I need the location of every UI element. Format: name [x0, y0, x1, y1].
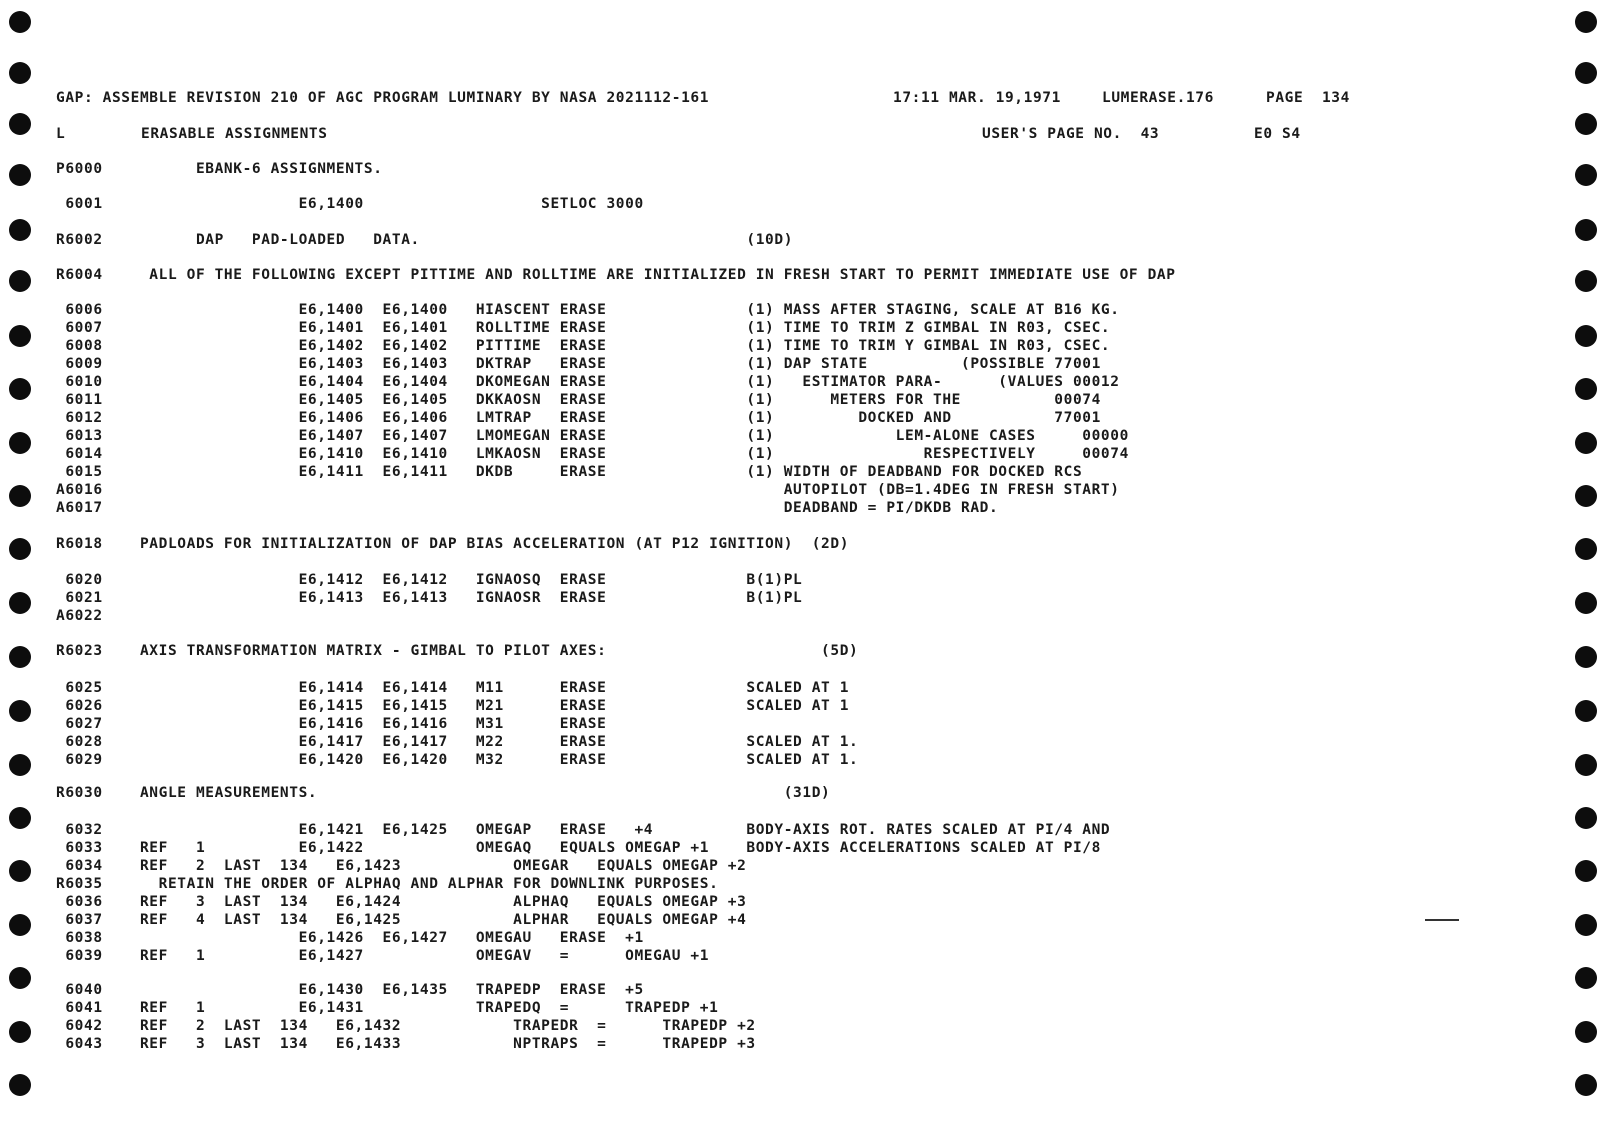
feed-hole	[9, 538, 31, 560]
listing-line: A6016 AUTOPILOT (DB=1.4DEG IN FRESH START)	[56, 482, 1120, 498]
listing-line: 6029 E6,1420 E6,1420 M32 ERASE SCALED AT 1.	[56, 752, 859, 768]
feed-hole	[1575, 700, 1597, 722]
section-code: E0 S4	[1254, 126, 1301, 142]
feed-hole	[9, 378, 31, 400]
feed-hole	[1575, 914, 1597, 936]
listing-line: 6021 E6,1413 E6,1413 IGNAOSR ERASE B(1)PL	[56, 590, 803, 606]
header-program-line: GAP: ASSEMBLE REVISION 210 OF AGC PROGRAM LUMINARY BY NASA 2021112-161	[56, 90, 710, 106]
listing-line: 6033 REF 1 E6,1422 OMEGAQ EQUALS OMEGAP +1 BODY-AXIS ACCELERATIONS SCALED AT PI/8	[56, 840, 1101, 856]
listing-line: A6022	[56, 608, 103, 624]
listing-line: 6020 E6,1412 E6,1412 IGNAOSQ ERASE B(1)PL	[56, 572, 803, 588]
feed-hole	[1575, 754, 1597, 776]
listing-line: 6032 E6,1421 E6,1425 OMEGAP ERASE +4 BODY-AXIS ROT. RATES SCALED AT PI/4 AND	[56, 822, 1111, 838]
listing-line: 6028 E6,1417 E6,1417 M22 ERASE SCALED AT 1.	[56, 734, 859, 750]
listing-line: R6018 PADLOADS FOR INITIALIZATION OF DAP BIAS ACCELERATION (AT P12 IGNITION) (2D)	[56, 536, 850, 552]
listing-line: R6035 RETAIN THE ORDER OF ALPHAQ AND ALPHAR FOR DOWNLINK PURPOSES.	[56, 876, 719, 892]
feed-hole	[9, 219, 31, 241]
feed-hole	[9, 270, 31, 292]
feed-hole	[1575, 592, 1597, 614]
feed-hole	[9, 485, 31, 507]
feed-hole	[9, 1074, 31, 1096]
section-title: ERASABLE ASSIGNMENTS	[141, 126, 328, 142]
feed-hole	[1575, 11, 1597, 33]
feed-hole	[9, 164, 31, 186]
listing-line: 6012 E6,1406 E6,1406 LMTRAP ERASE (1) DOCKED AND 77001	[56, 410, 1101, 426]
listing-line: R6004 ALL OF THE FOLLOWING EXCEPT PITTIME AND ROLLTIME ARE INITIALIZED IN FRESH START TO PERMIT IMMEDIATE USE OF DAP	[56, 267, 1176, 283]
feed-hole	[9, 914, 31, 936]
feed-hole	[1575, 1074, 1597, 1096]
listing-line: R6023 AXIS TRANSFORMATION MATRIX - GIMBAL TO PILOT AXES: (5D)	[56, 643, 859, 659]
feed-hole	[1575, 219, 1597, 241]
listing-line: 6013 E6,1407 E6,1407 LMOMEGAN ERASE (1) LEM-ALONE CASES 00000	[56, 428, 1129, 444]
feed-hole	[9, 432, 31, 454]
listing-line: 6025 E6,1414 E6,1414 M11 ERASE SCALED AT 1	[56, 680, 850, 696]
section-mark: L	[56, 126, 66, 142]
feed-hole	[9, 754, 31, 776]
feed-hole	[9, 592, 31, 614]
header-page-number: PAGE 134	[1266, 90, 1350, 106]
listing-line: 6040 E6,1430 E6,1435 TRAPEDP ERASE +5	[56, 982, 644, 998]
feed-hole	[1575, 270, 1597, 292]
header-timestamp: 17:11 MAR. 19,1971	[893, 90, 1061, 106]
listing-line: 6036 REF 3 LAST 134 E6,1424 ALPHAQ EQUALS OMEGAP +3	[56, 894, 747, 910]
feed-hole	[1575, 485, 1597, 507]
feed-hole	[9, 646, 31, 668]
feed-hole	[9, 113, 31, 135]
listing-line: 6039 REF 1 E6,1427 OMEGAV = OMEGAU +1	[56, 948, 710, 964]
listing-line: 6026 E6,1415 E6,1415 M21 ERASE SCALED AT 1	[56, 698, 850, 714]
feed-hole	[9, 967, 31, 989]
feed-hole	[9, 11, 31, 33]
feed-hole	[9, 860, 31, 882]
listing-line: 6042 REF 2 LAST 134 E6,1432 TRAPEDR = TRAPEDP +2	[56, 1018, 756, 1034]
feed-hole	[9, 807, 31, 829]
users-page-number: USER'S PAGE NO. 43	[982, 126, 1160, 142]
listing-line: 6014 E6,1410 E6,1410 LMKAOSN ERASE (1) RESPECTIVELY 00074	[56, 446, 1129, 462]
listing-line: P6000 EBANK-6 ASSIGNMENTS.	[56, 161, 383, 177]
listing-line: 6008 E6,1402 E6,1402 PITTIME ERASE (1) TIME TO TRIM Y GIMBAL IN R03, CSEC.	[56, 338, 1111, 354]
feed-hole	[1575, 807, 1597, 829]
listing-line: 6009 E6,1403 E6,1403 DKTRAP ERASE (1) DAP STATE (POSSIBLE 77001	[56, 356, 1101, 372]
listing-line: 6038 E6,1426 E6,1427 OMEGAU ERASE +1	[56, 930, 644, 946]
ink-smudge	[1425, 919, 1459, 921]
feed-hole	[1575, 325, 1597, 347]
feed-hole	[1575, 967, 1597, 989]
listing-line: A6017 DEADBAND = PI/DKDB RAD.	[56, 500, 999, 516]
feed-hole	[1575, 113, 1597, 135]
feed-hole	[9, 700, 31, 722]
listing-line: 6034 REF 2 LAST 134 E6,1423 OMEGAR EQUALS OMEGAP +2	[56, 858, 747, 874]
listing-line: 6043 REF 3 LAST 134 E6,1433 NPTRAPS = TRAPEDP +3	[56, 1036, 756, 1052]
listing-line: 6001 E6,1400 SETLOC 3000	[56, 196, 644, 212]
feed-hole	[1575, 62, 1597, 84]
listing-line: 6041 REF 1 E6,1431 TRAPEDQ = TRAPEDP +1	[56, 1000, 719, 1016]
listing-line: 6011 E6,1405 E6,1405 DKKAOSN ERASE (1) METERS FOR THE 00074	[56, 392, 1101, 408]
feed-hole	[1575, 538, 1597, 560]
feed-hole	[9, 1021, 31, 1043]
listing-line: R6030 ANGLE MEASUREMENTS. (31D)	[56, 785, 831, 801]
header-file-name: LUMERASE.176	[1102, 90, 1214, 106]
listing-line: 6007 E6,1401 E6,1401 ROLLTIME ERASE (1) TIME TO TRIM Z GIMBAL IN R03, CSEC.	[56, 320, 1111, 336]
feed-hole	[1575, 378, 1597, 400]
listing-line: 6006 E6,1400 E6,1400 HIASCENT ERASE (1) MASS AFTER STAGING, SCALE AT B16 KG.	[56, 302, 1120, 318]
feed-hole	[1575, 646, 1597, 668]
feed-hole	[1575, 1021, 1597, 1043]
feed-hole	[9, 325, 31, 347]
feed-hole	[1575, 164, 1597, 186]
feed-hole	[9, 62, 31, 84]
feed-hole	[1575, 432, 1597, 454]
feed-hole	[1575, 860, 1597, 882]
listing-line: 6010 E6,1404 E6,1404 DKOMEGAN ERASE (1) ESTIMATOR PARA- (VALUES 00012	[56, 374, 1120, 390]
listing-line: 6027 E6,1416 E6,1416 M31 ERASE	[56, 716, 607, 732]
listing-line: 6037 REF 4 LAST 134 E6,1425 ALPHAR EQUALS OMEGAP +4	[56, 912, 747, 928]
listing-line: 6015 E6,1411 E6,1411 DKDB ERASE (1) WIDTH OF DEADBAND FOR DOCKED RCS	[56, 464, 1083, 480]
listing-line: R6002 DAP PAD-LOADED DATA. (10D)	[56, 232, 794, 248]
